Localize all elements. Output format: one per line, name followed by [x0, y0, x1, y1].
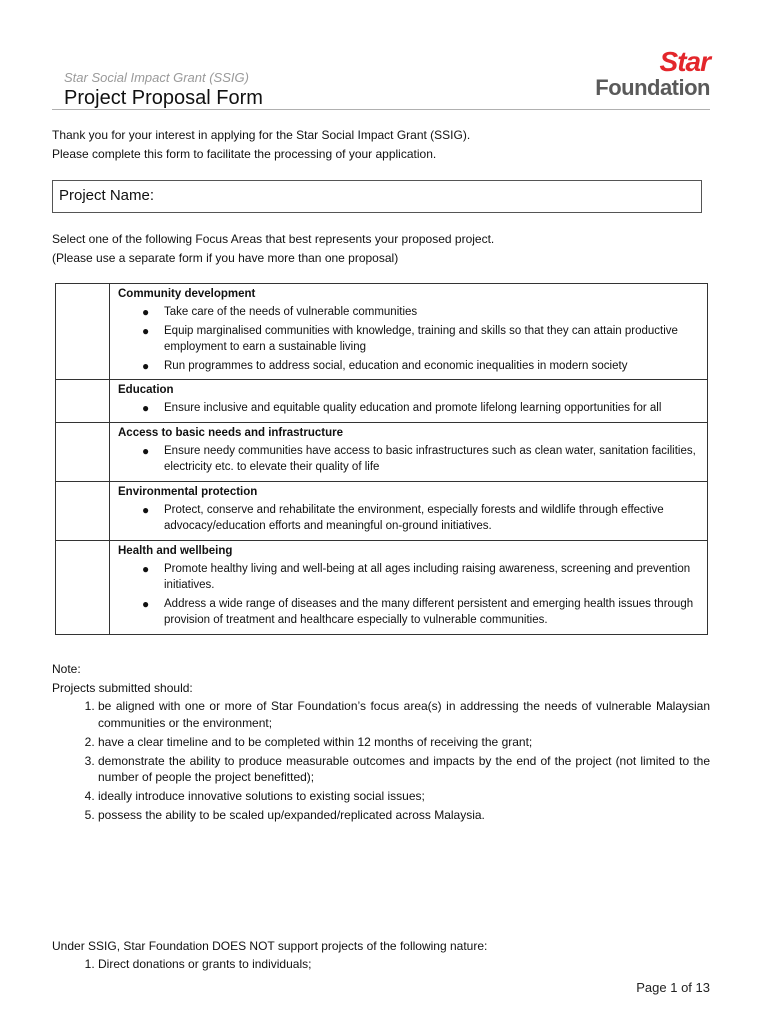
focus-row-environment: [56, 481, 708, 540]
focus-item: ● Take care of the needs of vulnerable communities: [142, 304, 699, 321]
focus-intro-line-1: Select one of the following Focus Areas that best represents your proposed project.: [52, 232, 495, 246]
focus-title: Community development: [118, 288, 256, 300]
focus-item: ● Address a wide range of diseases and the many different persistent and emerging health issues through provision of treatment and healthcare especially to vulnerable communities.: [142, 596, 699, 629]
list-item: 1. be aligned with one or more of Star Foundation’s focus area(s) in addressing the needs of vulnerable Malaysian communities or the environment;: [98, 698, 710, 731]
logo-foundation-text: Foundation: [595, 75, 710, 100]
focus-row-basic-needs: [56, 422, 708, 481]
focus-item: ● Promote healthy living and well-being at all ages including raising awareness, screening and prevention initiatives.: [142, 561, 699, 594]
notes-subheading: Projects submitted should:: [52, 681, 193, 695]
focus-area-table: [55, 283, 708, 635]
project-name-field[interactable]: [52, 180, 702, 213]
focus-item: ● Run programmes to address social, education and economic inequalities in modern society: [142, 358, 699, 375]
focus-item: ● Protect, conserve and rehabilitate the environment, especially forests and wildlife through effective advocacy/education efforts and meaningful on-ground initiatives.: [142, 502, 699, 535]
list-item: 5. possess the ability to be scaled up/expanded/replicated across Malaysia.: [98, 807, 710, 824]
focus-items: [118, 561, 699, 629]
focus-title: Health and wellbeing: [118, 544, 233, 557]
focus-checkbox-community[interactable]: [56, 284, 110, 380]
exclusions-heading: Under SSIG, Star Foundation DOES NOT support projects of the following nature:: [52, 939, 488, 953]
focus-items: [118, 502, 699, 535]
focus-item: ● Ensure needy communities have access to basic infrastructures such as clean water, sanitation facilities, electricity etc. to elevate their quality of life: [142, 443, 699, 476]
focus-row-community: [56, 284, 708, 380]
page-number: Page 1 of 13: [636, 980, 710, 995]
logo-star-text: Star: [659, 46, 710, 77]
focus-intro-line-2: (Please use a separate form if you have more than one proposal): [52, 251, 399, 265]
intro-line-2: Please complete this form to facilitate the processing of your application.: [52, 147, 437, 161]
focus-content: [110, 284, 708, 380]
notes-section: [52, 660, 710, 826]
list-item: 4. ideally introduce innovative solutions to existing social issues;: [98, 788, 710, 805]
list-item: 2. have a clear timeline and to be completed within 12 months of receiving the grant;: [98, 734, 710, 751]
exclusions-list: [52, 956, 710, 973]
focus-items: [118, 443, 699, 476]
list-item: 3. demonstrate the ability to produce measurable outcomes and impacts by the end of the project (not limited to the number of people the project benefitted);: [98, 753, 710, 786]
focus-checkbox-education[interactable]: [56, 380, 110, 423]
focus-checkbox-health[interactable]: [56, 540, 110, 634]
header-divider: [52, 109, 710, 110]
exclusions-section: [52, 937, 710, 975]
focus-title: Environmental protection: [118, 485, 258, 498]
focus-title: Education: [118, 384, 174, 396]
form-subtitle: Star Social Impact Grant (SSIG): [64, 70, 249, 85]
focus-items: [118, 400, 699, 417]
focus-items: [118, 304, 699, 374]
notes-list: [52, 698, 710, 824]
focus-content: [110, 481, 708, 540]
project-name-label: Project Name:: [59, 187, 155, 204]
focus-row-health: [56, 540, 708, 634]
intro-line-1: Thank you for your interest in applying for the Star Social Impact Grant (SSIG).: [52, 128, 471, 142]
star-foundation-logo: [570, 48, 710, 100]
focus-row-education: [56, 380, 708, 423]
focus-item: ● Equip marginalised communities with knowledge, training and skills so that they can attain productive employment to earn a sustainable living: [142, 323, 699, 356]
focus-item: ● Ensure inclusive and equitable quality education and promote lifelong learning opportunities for all: [142, 400, 699, 417]
list-item: 1. Direct donations or grants to individuals;: [98, 956, 710, 973]
focus-checkbox-basic-needs[interactable]: [56, 422, 110, 481]
focus-area-instructions: [52, 230, 494, 268]
focus-title: Access to basic needs and infrastructure: [118, 426, 343, 439]
intro-paragraph: [52, 126, 470, 164]
page-title: Project Proposal Form: [64, 87, 263, 109]
notes-heading: Note:: [52, 662, 81, 676]
focus-content: [110, 380, 708, 423]
focus-checkbox-environment[interactable]: [56, 481, 110, 540]
focus-content: [110, 422, 708, 481]
focus-content: [110, 540, 708, 634]
